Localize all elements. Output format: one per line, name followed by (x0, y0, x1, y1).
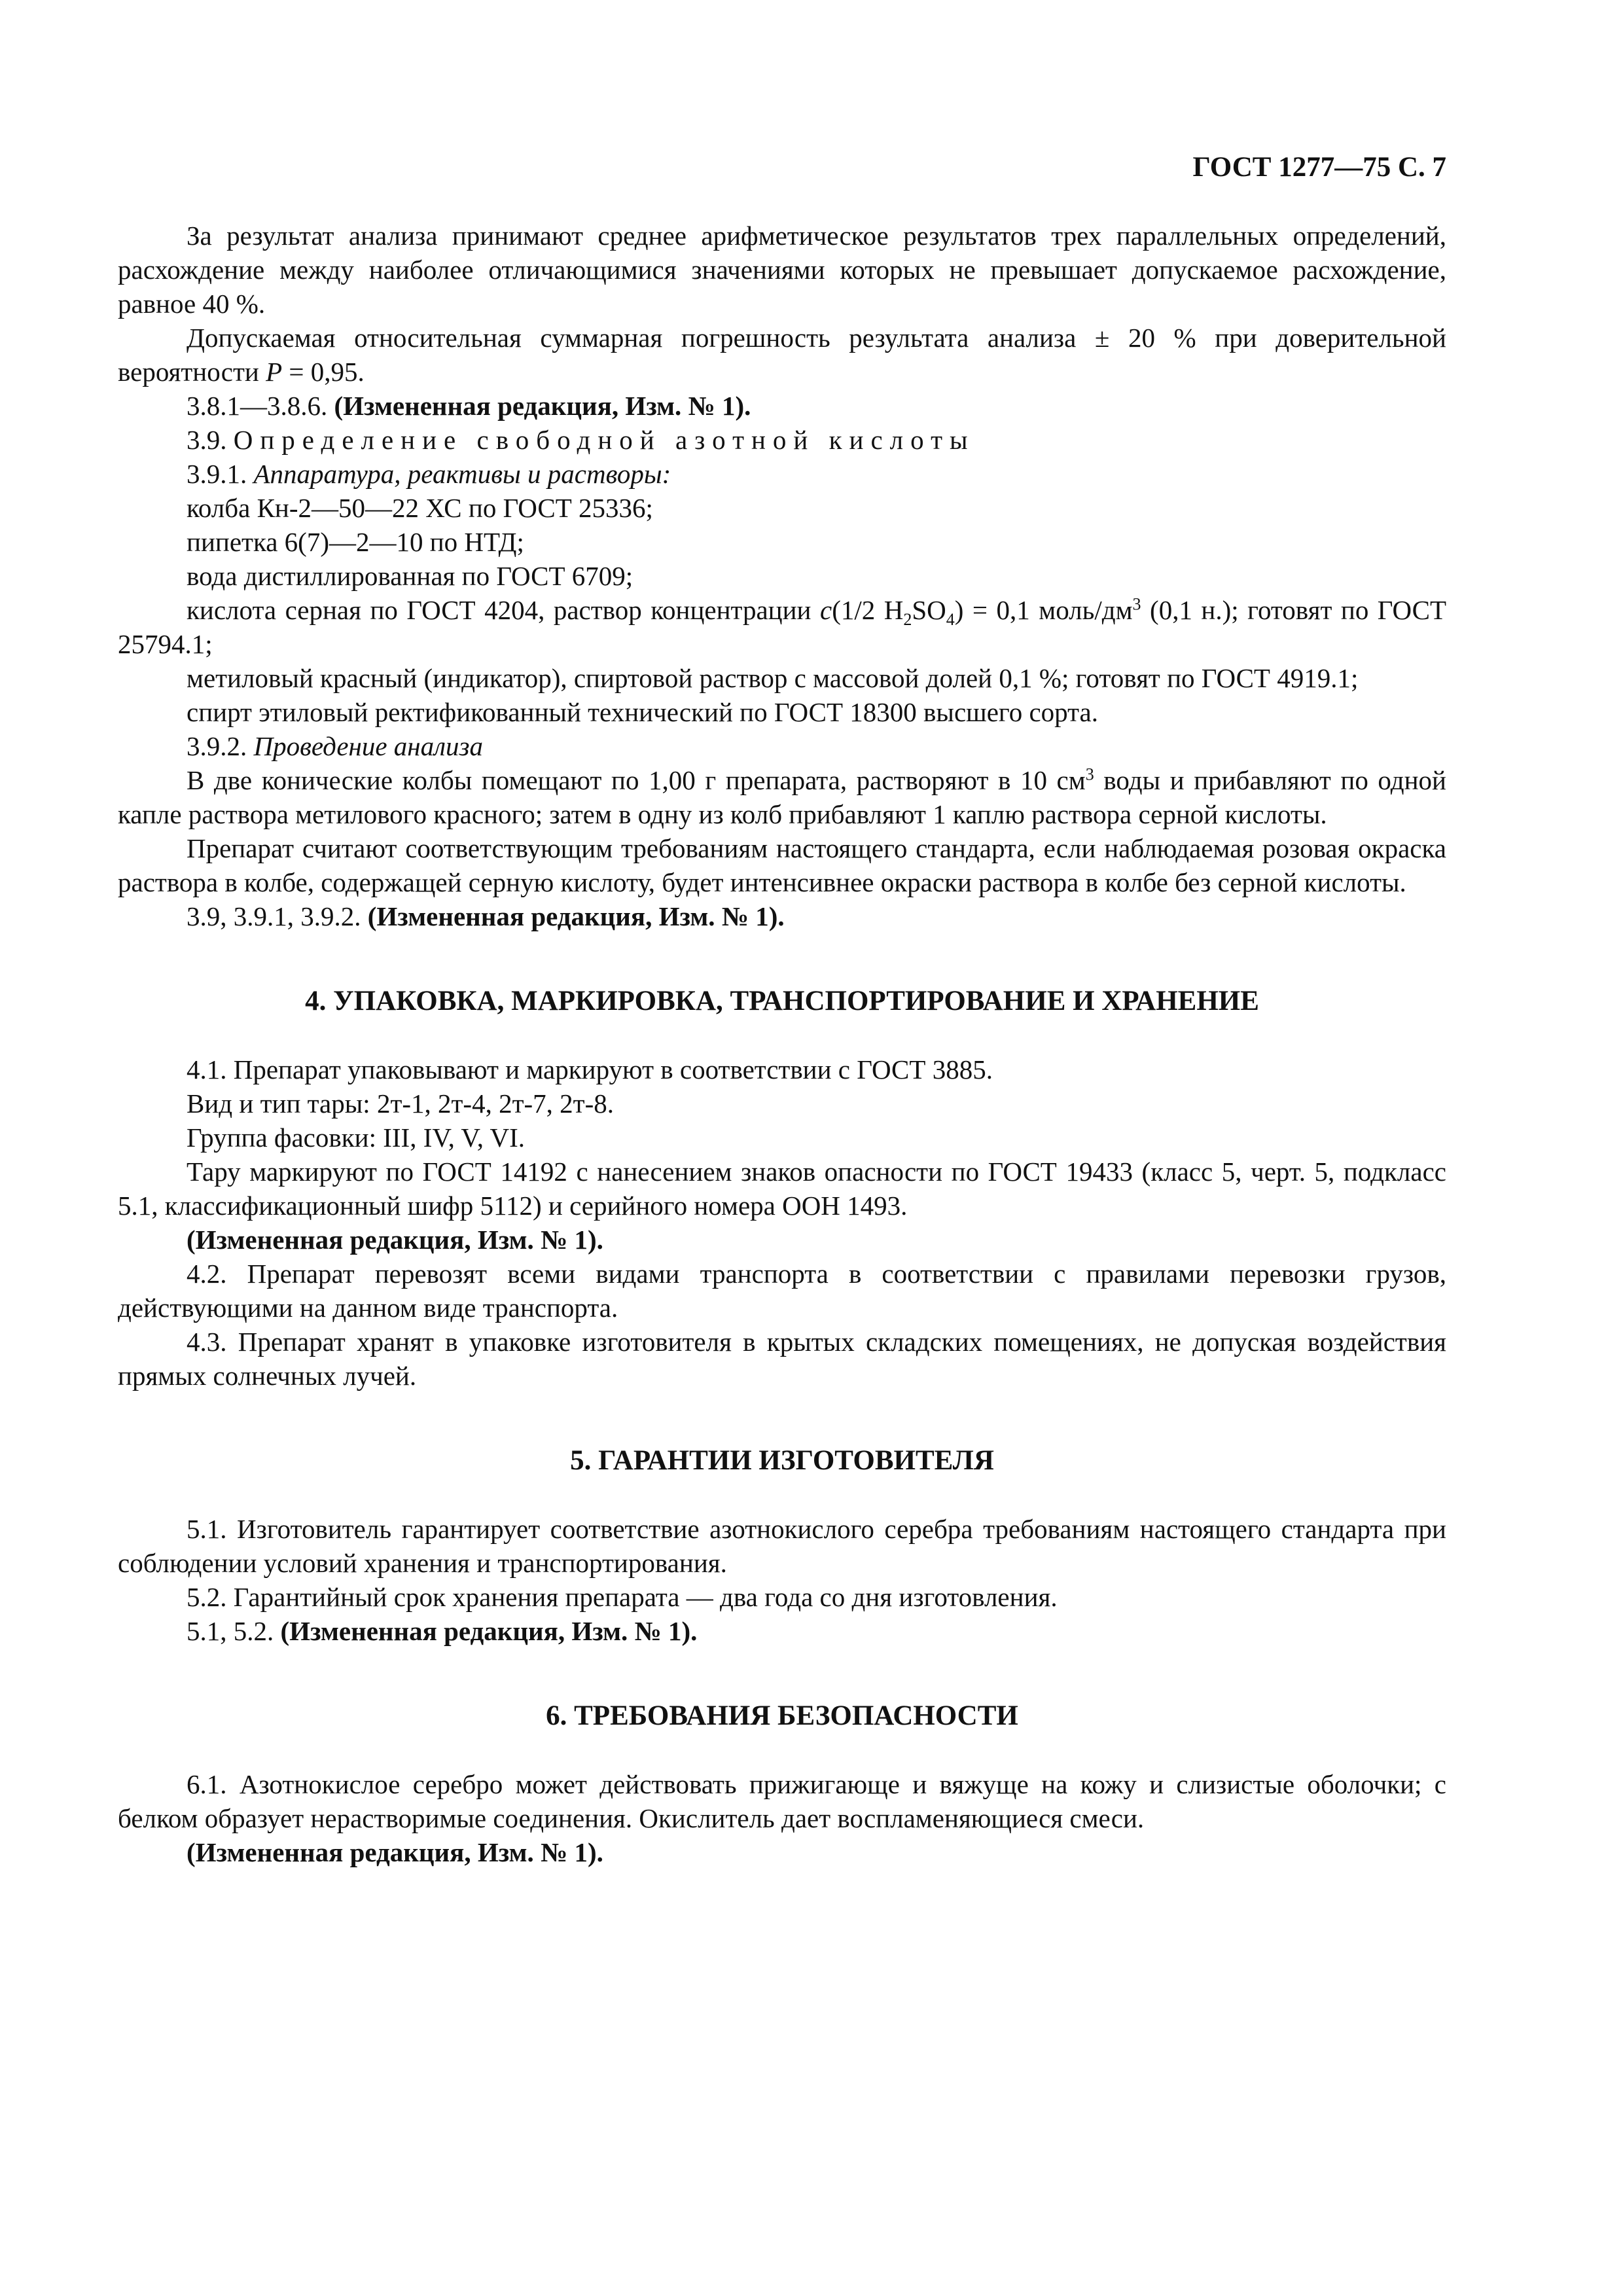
list-item: метиловый красный (индикатор), спиртовой раствор с массовой долей 0,1 %; готовят по ГОСТ 4919.1; (187, 663, 1359, 693)
paragraph: 4.2. Препарат перевозят всеми видами транспорта в соответствии с правилами перевозки грузов, действующими на данном виде транспорта. (118, 1259, 1446, 1323)
page-header: ГОСТ 1277—75 С. 7 (1192, 152, 1446, 183)
edit-note: (Измененная редакция, Изм. № 1). (187, 1837, 603, 1867)
paragraph: За результат анализа принимают среднее арифметическое результатов трех параллельных определений, расхождение между наиболее отличающимися значениями которых не превышает допускаемое расхождение, равное 40 %. (118, 221, 1446, 319)
paragraph: Вид и тип тары: 2т-1, 2т-4, 2т-7, 2т-8. (187, 1088, 614, 1119)
list-item: спирт этиловый ректификованный технический по ГОСТ 18300 высшего сорта. (187, 697, 1098, 727)
paragraph: 5.1. Изготовитель гарантирует соответствие азотнокислого серебра требованиям настоящего стандарта при соблюдении условий хранения и транспортирования. (118, 1514, 1446, 1578)
paragraph: Тару маркируют по ГОСТ 14192 с нанесением знаков опасности по ГОСТ 19433 (класс 5, черт. 5, подкласс 5.1, классификационный шифр 5112) и серийного номера ООН 1493. (118, 1157, 1446, 1221)
list-item: вода дистиллированная по ГОСТ 6709; (187, 561, 633, 591)
list-item: пипетка 6(7)—2—10 по НТД; (187, 527, 524, 557)
paragraph: Группа фасовки: III, IV, V, VI. (187, 1122, 526, 1153)
section-heading-3-9: 3.9. Определение свободной азотной кислоты (187, 425, 975, 455)
section-heading-3-9-1: 3.9.1. Аппаратура, реактивы и растворы: (187, 459, 671, 489)
paragraph: 4.3. Препарат хранят в упаковке изготовителя в крытых складских помещениях, не допуская воздействия прямых солнечных лучей. (118, 1327, 1446, 1391)
edit-note: 5.1, 5.2. (Измененная редакция, Изм. № 1). (187, 1616, 698, 1646)
list-item: кислота серная по ГОСТ 4204, раствор концентрации c(1/2 $H_2SO_4) = 0,1$ моль/$дм^3$ (0,1 н.); готовят по ГОСТ 25794.1; (118, 594, 1446, 659)
document-page (118, 151, 1446, 1869)
paragraph: Препарат считают соответствующим требованиям настоящего стандарта, если наблюдаемая розовая окраска раствора в колбе, содержащей серную кислоту, будет интенсивнее окраски раствора в колбе без серной кислоты. (118, 833, 1446, 897)
section-title-5: 5. ГАРАНТИИ ИЗГОТОВИТЕЛЯ (570, 1445, 994, 1476)
section-heading-3-9-2: 3.9.2. Проведение анализа (187, 731, 484, 761)
paragraph: 5.2. Гарантийный срок хранения препарата — два года со дня изготовления. (187, 1582, 1058, 1612)
paragraph: Допускаемая относительная суммарная погрешность результата анализа ± 20 % при доверительной вероятности P = 0,95. (118, 323, 1446, 387)
list-item: колба Кн-2—50—22 ХС по ГОСТ 25336; (187, 493, 653, 523)
edit-note: (Измененная редакция, Изм. № 1). (187, 1225, 603, 1255)
section-title-4: 4. УПАКОВКА, МАРКИРОВКА, ТРАНСПОРТИРОВАНИЕ И ХРАНЕНИЕ (305, 986, 1259, 1016)
paragraph: 4.1. Препарат упаковывают и маркируют в соответствии с ГОСТ 3885. (187, 1054, 993, 1085)
section-title-6: 6. ТРЕБОВАНИЯ БЕЗОПАСНОСТИ (546, 1700, 1018, 1731)
paragraph: В две конические колбы помещают по 1,00 г препарата, растворяют в 10 $см^3$ воды и прибавляют по одной капле раствора метилового красного; затем в одну из колб прибавляют 1 каплю раствора серной кислоты. (118, 764, 1446, 829)
paragraph: 6.1. Азотнокислое серебро может действовать прижигающе и вяжуще на кожу и слизистые оболочки; с белком образует нерастворимые соединения. Окислитель дает воспламеняющиеся смеси. (118, 1769, 1446, 1833)
edit-note: 3.9, 3.9.1, 3.9.2. (Измененная редакция, Изм. № 1). (187, 901, 785, 931)
edit-note: 3.8.1—3.8.6. (Измененная редакция, Изм. № 1). (187, 391, 751, 421)
